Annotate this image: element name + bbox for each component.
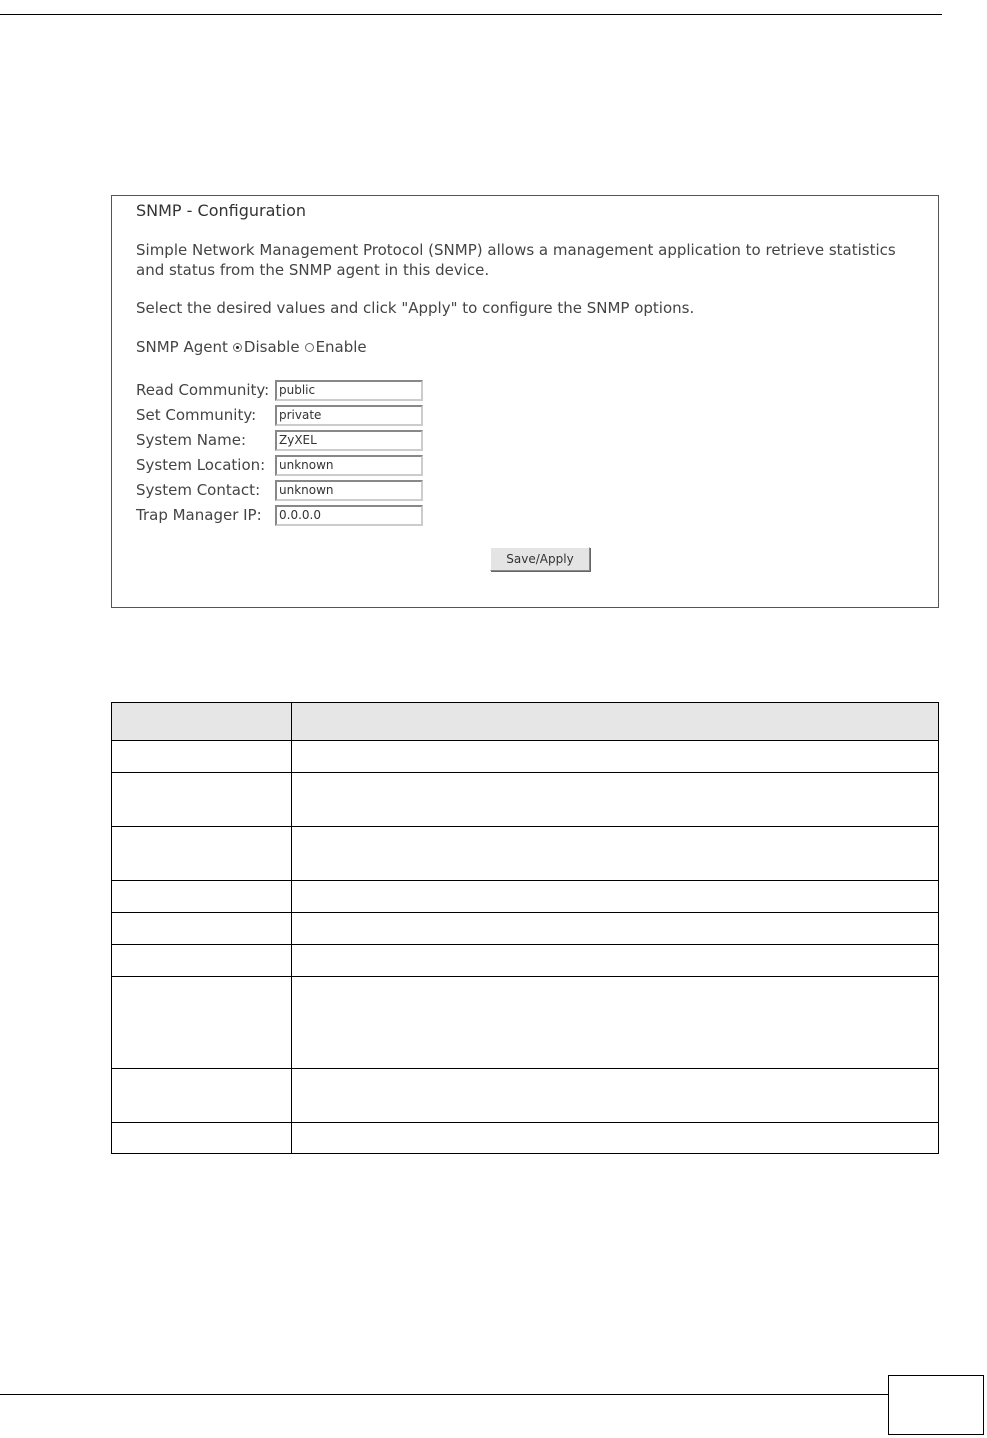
trap-manager-ip-input[interactable] <box>275 505 423 526</box>
field-description-table <box>111 702 939 1154</box>
system-name-row <box>136 429 423 451</box>
page-number-box <box>888 1375 984 1435</box>
table-column-divider <box>291 703 292 1153</box>
system-contact-row <box>136 479 423 501</box>
system-name-label: System Name: <box>136 431 247 449</box>
table-row <box>112 740 938 772</box>
set-community-row <box>136 404 423 426</box>
table-row <box>112 826 938 880</box>
header-rule <box>0 14 942 15</box>
snmp-agent-label: SNMP Agent <box>136 338 228 356</box>
panel-title: SNMP - Configuration <box>136 201 307 220</box>
system-contact-label: System Contact: <box>136 481 261 499</box>
table-row <box>112 1068 938 1122</box>
snmp-configuration-panel <box>111 195 939 608</box>
table-row <box>112 1122 938 1153</box>
enable-radio-label[interactable]: Enable <box>315 338 367 356</box>
table-row <box>112 772 938 826</box>
table-header-row <box>112 703 938 740</box>
table-row <box>112 912 938 944</box>
set-community-label: Set Community: <box>136 406 257 424</box>
save-apply-button[interactable]: Save/Apply <box>490 547 590 571</box>
set-community-input[interactable] <box>275 405 423 426</box>
system-location-label: System Location: <box>136 456 266 474</box>
table-row <box>112 880 938 912</box>
read-community-label: Read Community: <box>136 381 270 399</box>
system-name-input[interactable] <box>275 430 423 451</box>
footer-rule <box>0 1394 888 1395</box>
disable-radio-label[interactable]: Disable <box>243 338 300 356</box>
table-row <box>112 944 938 976</box>
system-contact-input[interactable] <box>275 480 423 501</box>
read-community-input[interactable] <box>275 380 423 401</box>
trap-manager-ip-label: Trap Manager IP: <box>136 506 262 524</box>
system-location-input[interactable] <box>275 455 423 476</box>
panel-instruction: Select the desired values and click "Apply" to configure the SNMP options. <box>136 299 695 317</box>
trap-manager-ip-row <box>136 504 423 526</box>
panel-description: Simple Network Management Protocol (SNMP) allows a management application to retrieve statistics and status from the SNMP agent in this device. <box>136 241 896 279</box>
enable-radio[interactable] <box>305 343 314 352</box>
read-community-row <box>136 379 423 401</box>
table-row <box>112 976 938 1068</box>
system-location-row <box>136 454 423 476</box>
disable-radio[interactable] <box>233 343 242 352</box>
snmp-agent-row <box>136 338 367 356</box>
